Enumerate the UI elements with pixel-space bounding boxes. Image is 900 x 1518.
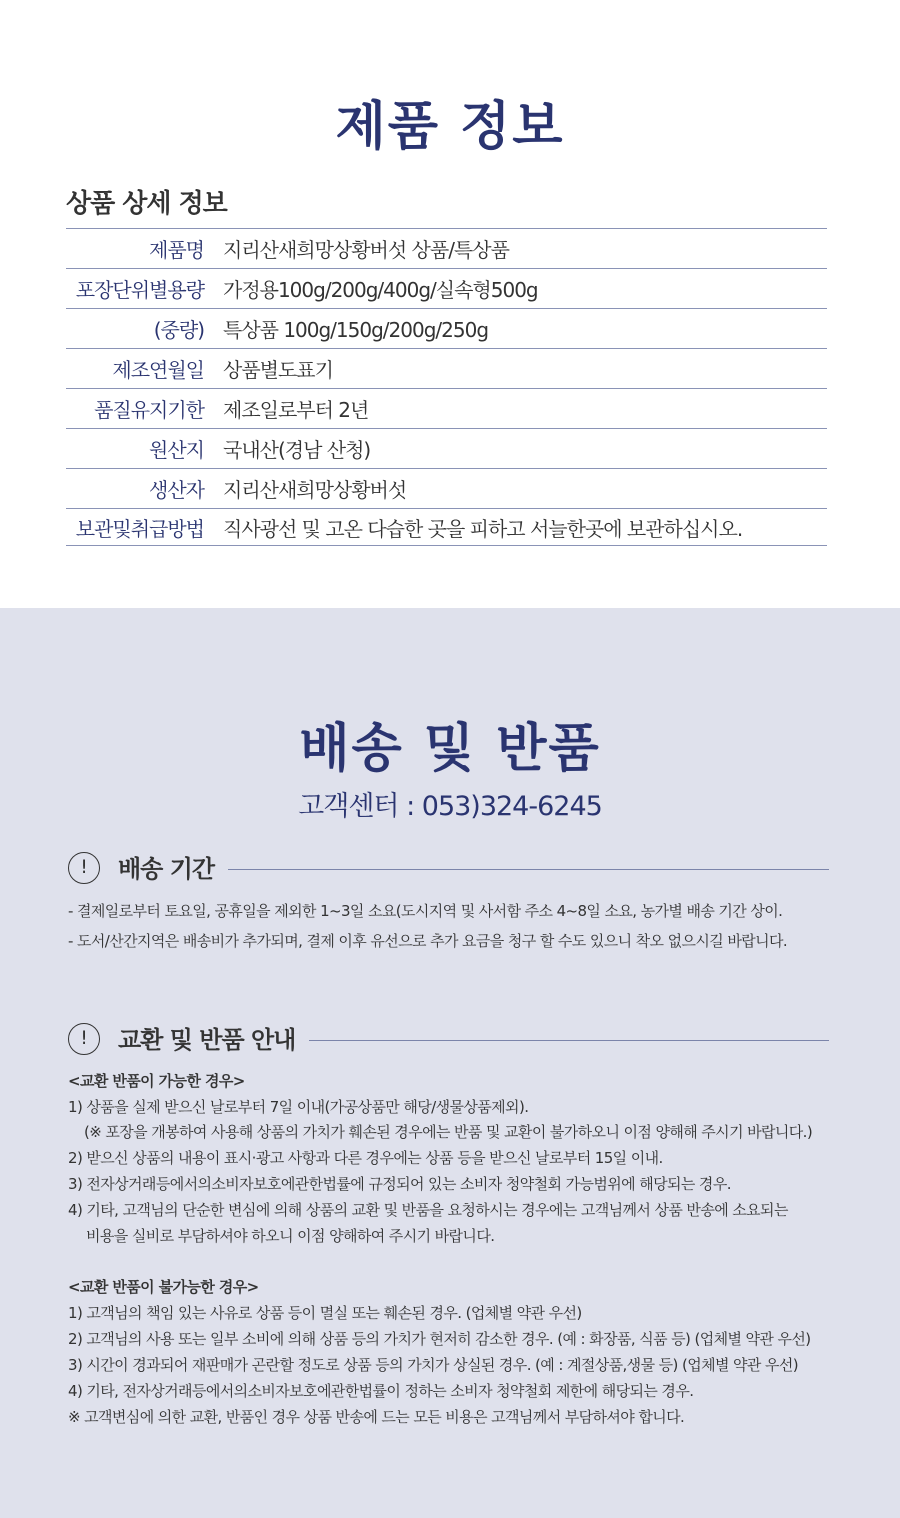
spec-row [66, 309, 827, 349]
spec-row [66, 509, 827, 546]
spec-label: 포장단위별용량 [75, 278, 204, 302]
spec-label: 보관및취급방법 [75, 516, 204, 541]
returns-impossible-heading: <교환 반품이 불가능한 경우> [68, 1278, 259, 1296]
returns-impossible-item: 1) 고객님의 책임 있는 사유로 상품 등이 멸실 또는 훼손된 경우. (업체별 약관 우선) [68, 1304, 582, 1322]
customer-center-phone: 고객센터 : 053)324-6245 [298, 791, 602, 822]
returns-possible-item: (※ 포장을 개봉하여 사용해 상품의 가치가 훼손된 경우에는 반품 및 교환이 불가하오니 이점 양해해 주시기 바랍니다.) [84, 1123, 813, 1141]
shipping-return-title: 배송 및 반품 [299, 718, 601, 779]
returns-impossible-item: 3) 시간이 경과되어 재판매가 곤란할 정도로 상품 등의 가치가 상실된 경우. (예 : 계절상품,생물 등) (업체별 약관 우선) [68, 1356, 799, 1374]
delivery-line: - 결제일로부터 토요일, 공휴일을 제외한 1~3일 소요(도시지역 및 사서함 주소 4~8일 소요, 농가별 배송 기간 상이. [68, 902, 783, 920]
product-spec-table [66, 228, 827, 546]
spec-label: (중량) [153, 318, 204, 342]
spec-label: 제품명 [149, 238, 204, 262]
section-divider [298, 1040, 829, 1041]
delivery-period-header [68, 852, 829, 886]
spec-value: 지리산새희망상황버섯 [223, 478, 407, 502]
spec-value: 상품별도표기 [223, 358, 333, 382]
returns-possible-item: 4) 기타, 고객님의 단순한 변심에 의해 상품의 교환 및 반품을 요청하시는 경우에는 고객님께서 상품 반송에 소요되는 [68, 1201, 788, 1219]
returns-title: 교환 및 반품 안내 [118, 1023, 309, 1057]
spec-row [66, 269, 827, 309]
spec-value: 지리산새희망상황버섯 상품/특상품 [223, 238, 509, 262]
spec-label: 생산자 [149, 478, 204, 502]
product-info-section [0, 0, 900, 608]
returns-header [68, 1023, 829, 1057]
spec-row [66, 349, 827, 389]
exclamation-icon: ! [68, 1023, 100, 1055]
spec-row [66, 429, 827, 469]
product-info-title: 제품 정보 [335, 96, 565, 157]
spec-value: 국내산(경남 산청) [223, 438, 371, 462]
section-divider [218, 869, 829, 870]
returns-impossible-item: 4) 기타, 전자상거래등에서의소비자보호에관한법률이 정하는 소비자 청약철회 제한에 해당되는 경우. [68, 1382, 694, 1400]
spec-value: 가정용100g/200g/400g/실속형500g [223, 278, 538, 302]
spec-label: 품질유지기한 [94, 398, 204, 422]
exclamation-icon: ! [68, 852, 100, 884]
returns-impossible-item: ※ 고객변심에 의한 교환, 반품인 경우 상품 반송에 드는 모든 비용은 고객님께서 부담하셔야 합니다. [68, 1408, 685, 1426]
spec-label: 제조연월일 [112, 358, 204, 382]
returns-possible-item: 1) 상품을 실제 받으신 날로부터 7일 이내(가공상품만 해당/생물상품제외). [68, 1098, 529, 1116]
spec-row [66, 469, 827, 509]
returns-possible-item: 비용을 실비로 부담하셔야 하오니 이점 양해하여 주시기 바랍니다. [86, 1227, 495, 1245]
returns-possible-item: 3) 전자상거래등에서의소비자보호에관한법률에 규정되어 있는 소비자 청약철회 가능범위에 해당되는 경우. [68, 1175, 731, 1193]
returns-impossible-item: 2) 고객님의 사용 또는 일부 소비에 의해 상품 등의 가치가 현저히 감소한 경우. (예 : 화장품, 식품 등) (업체별 약관 우선) [68, 1330, 811, 1348]
spec-row [66, 229, 827, 269]
delivery-line: - 도서/산간지역은 배송비가 추가되며, 결제 이후 유선으로 추가 요금을 청구 할 수도 있으니 착오 없으시길 바랍니다. [68, 932, 788, 950]
spec-value: 제조일로부터 2년 [223, 398, 369, 422]
spec-label: 원산지 [149, 438, 204, 462]
returns-possible-item: 2) 받으신 상품의 내용이 표시·광고 사항과 다른 경우에는 상품 등을 받으신 날로부터 15일 이내. [68, 1149, 663, 1167]
spec-value: 직사광선 및 고온 다습한 곳을 피하고 서늘한곳에 보관하십시오. [223, 516, 743, 541]
spec-value: 특상품 100g/150g/200g/250g [223, 318, 489, 342]
spec-row [66, 389, 827, 429]
product-detail-subtitle: 상품 상세 정보 [66, 189, 227, 219]
delivery-period-title: 배송 기간 [118, 852, 228, 886]
shipping-return-section [0, 608, 900, 1518]
returns-possible-heading: <교환 반품이 가능한 경우> [68, 1072, 245, 1090]
